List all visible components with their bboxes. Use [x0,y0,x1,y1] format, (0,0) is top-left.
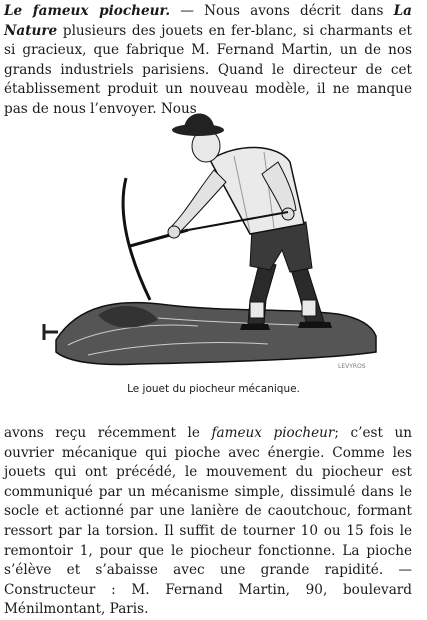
toy-name: fameux piocheur [211,425,335,441]
continuation-text-after: ; c’est un ouvrier mécanique qui pioche avec énergie. Comme les jouets qui ont précédé, le mouvement du piocheur est communiqué par un mécanisme simple, dissimulé dans le socle et actionné par une lanière de caoutchouc, formant ressort par la torsion. Il suffit de tourner 10 ou 15 fois le remontoir 1, pour que le piocheur fonctionne. La pioche s’élève et s’abaisse avec une grande rapidité. — Constructeur : M. Fernand Martin, 90, boulevard Ménilmontant, Paris. [4,425,413,618]
toy-illustration [38,100,386,372]
journal-name: La Nature [4,3,412,39]
intro-text-before: — Nous avons décrit dans [170,3,394,19]
figure-caption: Le jouet du piocheur mécanique. [127,383,300,395]
continuation-text-before: avons reçu récemment le [4,425,212,441]
engraver-signature: LEVYROS [338,363,366,370]
intro-text-after: plusieurs des jouets en fer-blanc, si charmants et si gracieux, que fabrique M. Fernand Martin, un de nos grands industriels parisiens. Quand le directeur de cet établissement produit un nouveau modèle, il ne manque pas de nous l’envoyer. Nous [4,22,412,117]
article-title: Le fameux piocheur. [4,3,171,19]
article-paragraph-continuation [4,424,412,620]
